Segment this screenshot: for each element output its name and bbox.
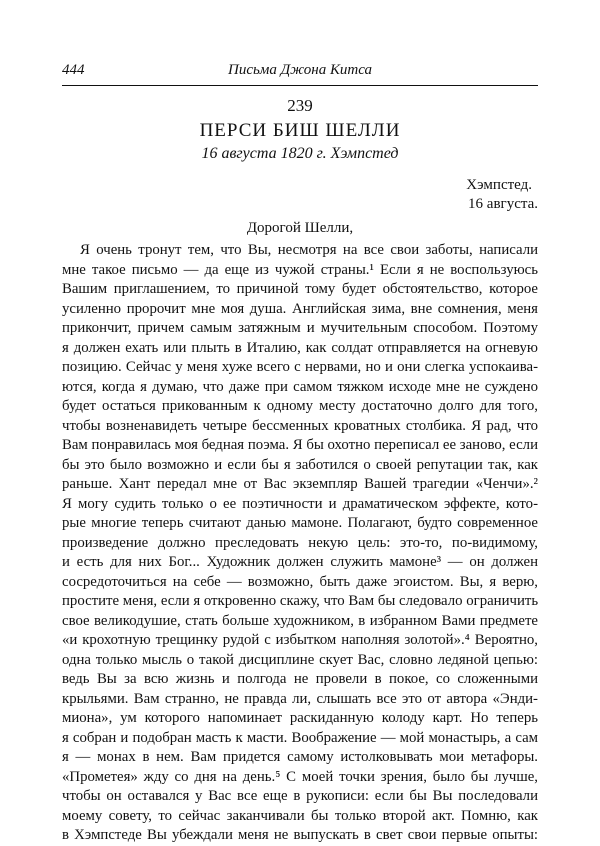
- body-line: Я могу судить только о ее поэтичности и драматическом эффекте, кото-: [62, 495, 538, 512]
- body-line: рые многие теперь считают данью мамоне. Полагают, будто современное: [62, 515, 538, 531]
- body-line: сосредоточиться на себе — возможно, быть даже эгоистом. Вы, я верю,: [62, 573, 538, 590]
- letter-dateline: 16 августа.: [468, 196, 538, 212]
- body-line: чтобы возненавидеть четыре бессменных кроватных столбика. Я рад, что: [62, 417, 538, 434]
- salutation: Дорогой Шелли,: [246, 220, 354, 236]
- letter-body: [62, 241, 538, 846]
- body-line: крыльями. Вам странно, не правда ли, слышать все это от автора «Энди-: [62, 690, 538, 707]
- body-line: произведение должно преследовать некую цель: это-то, по-видимому,: [62, 534, 538, 551]
- running-title: Письма Джона Китса: [227, 62, 373, 78]
- body-line: Я очень тронут тем, что Вы, несмотря на все свои заботы, написали: [80, 242, 538, 258]
- letter-date-place: 16 августа 1820 г. Хэмпстед: [201, 145, 399, 162]
- header-rule: [62, 85, 538, 86]
- body-line: моему совету, то сейчас заканчивали бы только второй акт. Помню, как: [62, 807, 538, 824]
- letter-place: Хэмпстед.: [466, 177, 532, 193]
- body-line: «и крохотную трещинку рудой с избытком наполняя золотой».⁴ Вероятно,: [62, 632, 538, 648]
- body-line: миона», ум которого напоминает раскиданную колоду карт. Но теперь: [62, 710, 538, 726]
- body-line: одна только мысль о такой дисциплине скует Вас, словно ледяной цепью:: [62, 651, 538, 668]
- body-line: Вашим приглашением, то причиной тому будет обстоятельство, которое: [62, 281, 538, 297]
- body-line: мне такое письмо — да еще из чужой страны.¹ Если я не воспользуюсь: [62, 261, 538, 278]
- body-line: будет остаться прикованным к одному месту достаточно долго для того,: [62, 398, 538, 414]
- body-line: свое великодушие, стать больше художником, в избранном Вами предмете: [62, 612, 538, 629]
- body-line: я должен ехать или плыть в Италию, как солдат отправляется на огневую: [62, 339, 538, 356]
- body-line: Вам понравилась моя бедная поэма. Я бы охотно переписал ее заново, если: [62, 437, 538, 453]
- page-number: 444: [62, 62, 85, 78]
- letter-number: 239: [287, 96, 313, 115]
- body-line: ведь Вы за всю жизнь и полгода не провели в покое, со сложенными: [62, 671, 538, 687]
- body-line: позицию. Сейчас у меня хуже всего с нервами, но и они слегка успокаива-: [62, 359, 538, 375]
- body-line: бы это было возможно и если бы я заботился о своей репутации так, как: [62, 456, 538, 473]
- body-line: я — монах в нем. Вам придется самому истолковывать мои метафоры.: [62, 749, 538, 765]
- body-line: простите меня, если я откровенно скажу, что Вам бы следовало ограничить: [62, 593, 538, 609]
- body-line: прикончит, причем самым затяжным и мучительным способом. Поэтому: [62, 320, 538, 336]
- body-line: я собран и подобран масть к масти. Воображение — мой монастырь, а сам: [62, 729, 538, 746]
- body-line: чтобы он оставался у Вас все еще в рукописи: если бы Вы последовали: [62, 788, 538, 804]
- body-line: «Прометея» жду со дня на день.⁵ С моей точки зрения, было бы лучше,: [62, 768, 538, 785]
- body-line: в Хэмпстеде Вы убеждали меня не выпускать в свет свои первые опыты:: [62, 827, 538, 843]
- letter-recipient: ПЕРСИ БИШ ШЕЛЛИ: [199, 120, 401, 141]
- body-line: ются, когда я думаю, что даже при самом тяжком исходе мне не суждено: [62, 378, 538, 395]
- body-line: и есть для них Бог... Художник должен служить мамоне³ — он должен: [62, 554, 538, 570]
- body-line: раньше. Хант передал мне от Вас экземпляр Вашей трагедии «Ченчи».²: [62, 476, 538, 492]
- body-line: усиленно пророчит мне моя душа. Английская зима, вне сомнения, меня: [62, 300, 538, 317]
